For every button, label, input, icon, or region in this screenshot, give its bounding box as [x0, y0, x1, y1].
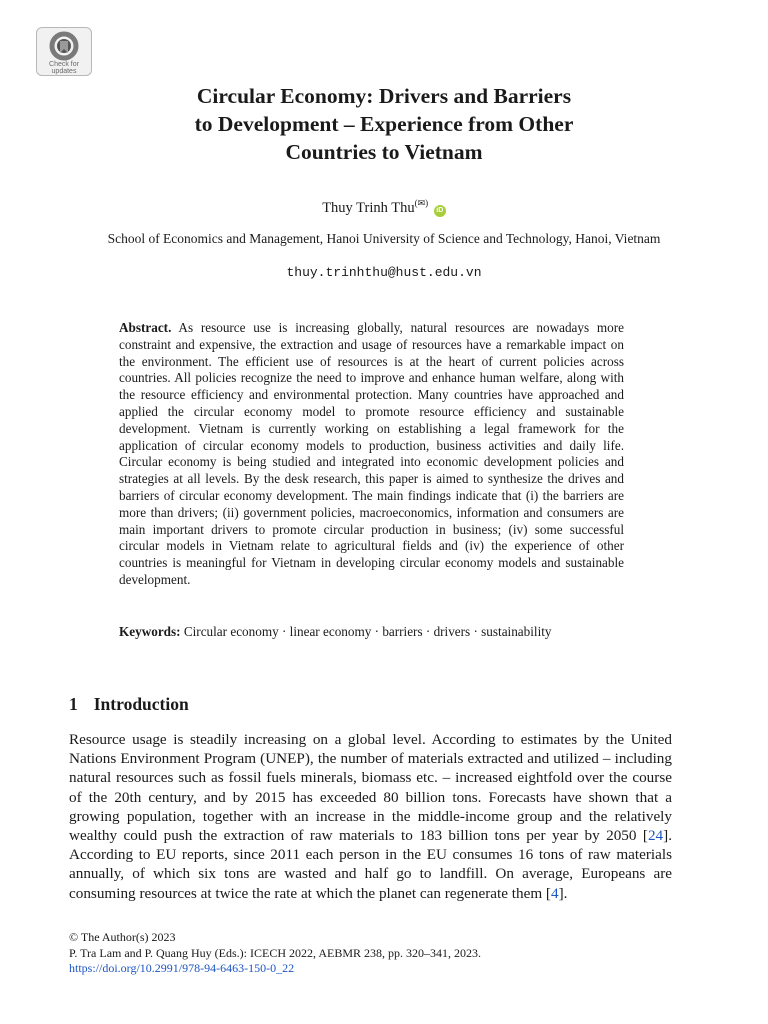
- author-name: Thuy Trinh Thu: [322, 200, 415, 216]
- intro-text-1: Resource usage is steadily increasing on a global level. According to estimates by the United Nations Environment Program (UNEP), the number of materials extracted and utilized – including natural resources such as fossil fuels minerals, biomass etc. – increased eightfold over the course of the 20th century, and by 2015 has exceeded 80 billion tons. Forecasts have shown that a growing population, together with an increase in the middle-income group and the relatively wealthy could push the extraction of raw materials to 183 billion tons per year by 2050 [: [69, 731, 672, 845]
- affiliation: School of Economics and Management, Hanoi University of Science and Technology, Hanoi, Vietnam: [107, 231, 661, 246]
- section-title: Introduction: [93, 694, 189, 714]
- citation-link-4[interactable]: 4: [551, 884, 559, 902]
- abstract-label: Abstract.: [119, 320, 172, 335]
- footer: [69, 930, 481, 977]
- title-line-1: Circular Economy: Drivers and Barriers: [196, 84, 572, 108]
- section-number: 1: [69, 694, 78, 714]
- doi-link[interactable]: https://doi.org/10.2991/978-94-6463-150-0_22: [69, 961, 295, 975]
- author-email[interactable]: thuy.trinhthu@hust.edu.vn: [286, 265, 482, 280]
- title-line-3: Countries to Vietnam: [285, 140, 483, 164]
- abstract-text: As resource use is increasing globally, natural resources are nowadays more constraint and expensive, the extraction and usage of resources have a remarkable impact on the environment. The efficient use of resources is at the heart of current policies across countries. All policies recognize the need to improve and enhance human welfare, along with the resource efficiency and environmental protection. Many countries have approached and applied the circular economy model to promote resource efficiency and sustainable development. Vietnam is currently working on establishing a legal framework for the application of circular economy models to production, business activities and daily life. Circular economy is being studied and integrated into economic development policies and strategies at all levels. By the desk research, this paper is aimed to synthesize the drives and barriers of circular economy development. The main findings indicate that (i) the barriers are more than drivers; (ii) government policies, macroeconomics, information and consumers are main important drivers to promote circular production in business; (iv) some successful circular models in Vietnam relate to agricultural fields and (iv) the experience of other countries is meaningful for Vietnam in developing circular economy models and sustainable development.: [119, 320, 624, 587]
- copyright: © The Author(s) 2023: [69, 930, 176, 944]
- author-line: [0, 198, 768, 217]
- citation-link-24[interactable]: 24: [647, 827, 664, 845]
- keywords: [119, 624, 624, 641]
- keywords-label: Keywords:: [119, 624, 181, 639]
- check-for-updates-badge[interactable]: [36, 27, 92, 76]
- intro-paragraph: [69, 730, 672, 903]
- title-line-2: to Development – Experience from Other: [194, 112, 574, 136]
- badge-label: Check for updates: [49, 61, 79, 75]
- citation: P. Tra Lam and P. Quang Huy (Eds.): ICECH 2022, AEBMR 238, pp. 320–341, 2023.: [69, 945, 482, 960]
- section-heading: [69, 694, 189, 715]
- bookmark-ring-icon: [49, 31, 79, 61]
- intro-text-3: ].: [558, 884, 568, 902]
- keywords-text: Circular economy · linear economy · barriers · drivers · sustainability: [183, 624, 552, 639]
- abstract: [119, 320, 624, 589]
- envelope-icon[interactable]: (✉): [414, 198, 429, 208]
- intro-text-2: ]. According to EU reports, since 2011 each person in the EU consumes 16 tons of raw materials annually, of which six tons are wasted and half go to landfill. On average, Europeans are consuming resources at twice the rate at which the planet can regenerate them [: [69, 827, 672, 902]
- paper-title: [0, 82, 768, 166]
- orcid-icon[interactable]: iD: [434, 205, 446, 217]
